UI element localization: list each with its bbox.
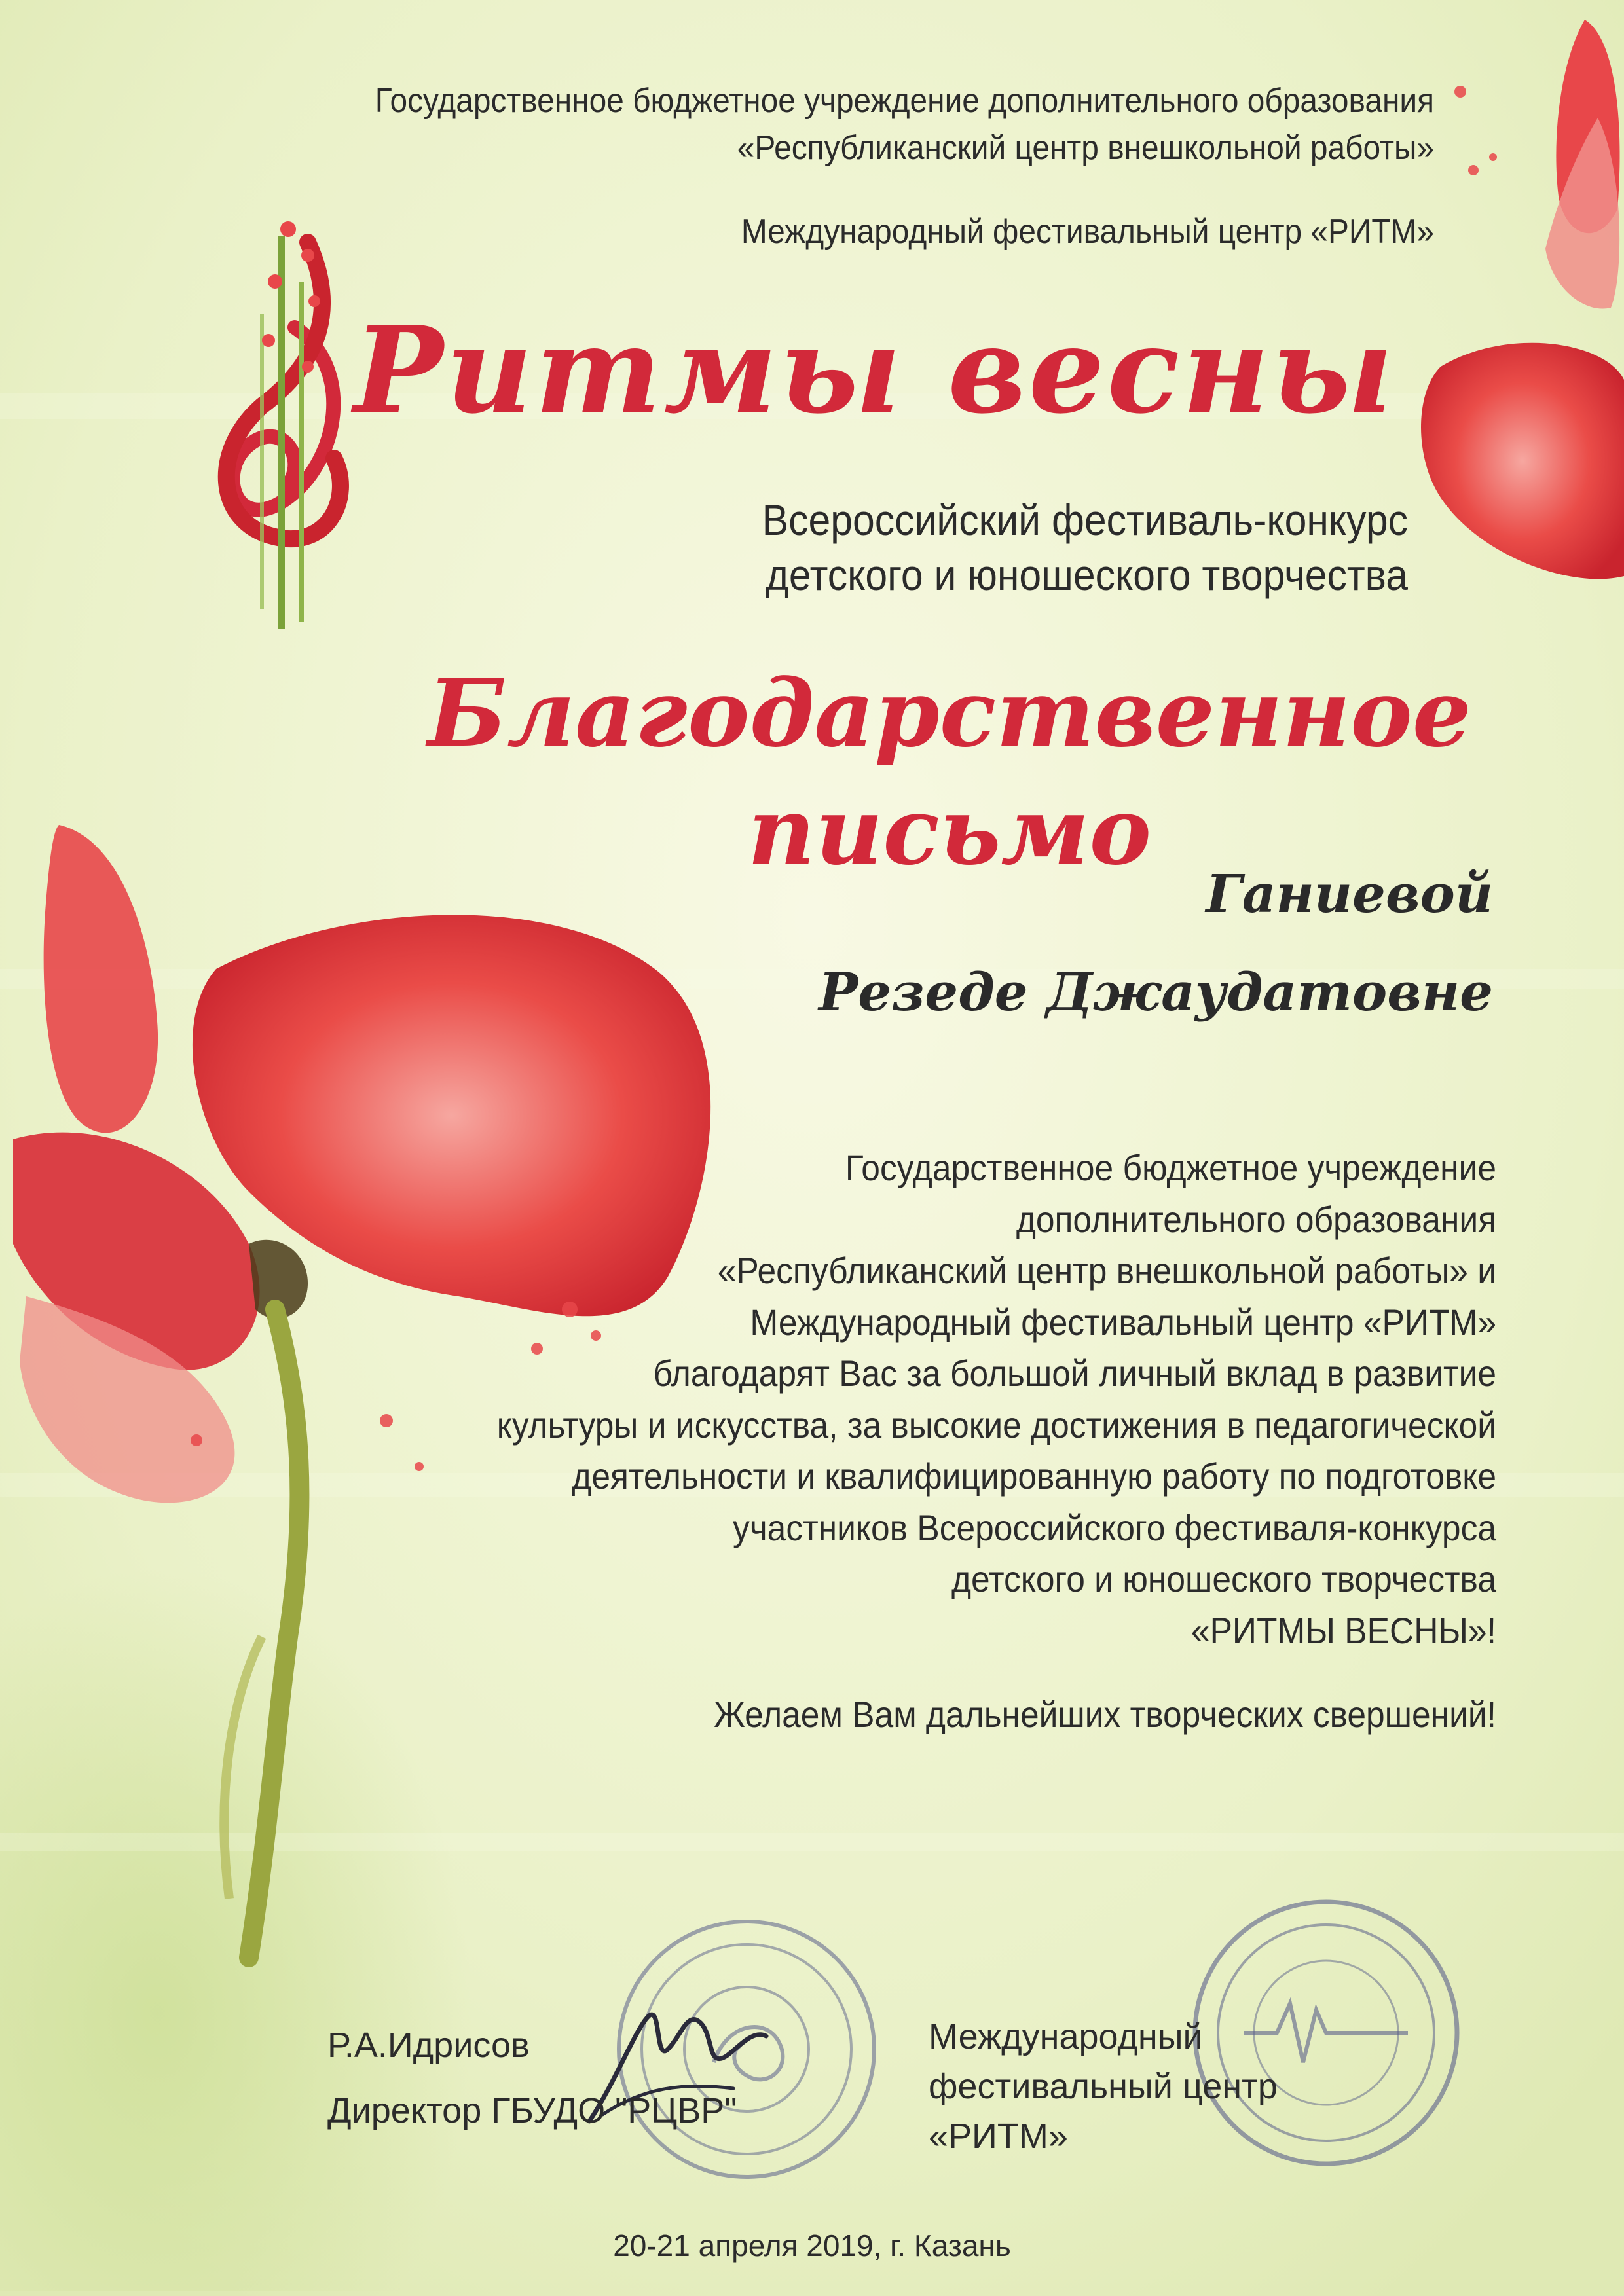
festival-subtitle-line-2: детского и юношеского творчества (766, 551, 1408, 599)
body-line: участников Всероссийского фестиваля-конкурса (733, 1506, 1496, 1548)
organization-line-2: «Республиканский центр внешкольной работы» (737, 129, 1434, 167)
signer-name: Р.А.Идрисов (327, 2026, 530, 2065)
body-line: «Республиканский центр внешкольной работы» и (717, 1250, 1496, 1291)
body-line: «РИТМЫ ВЕСНЫ»! (1190, 1609, 1496, 1651)
center-signature-line-2: фестивальный центр (929, 2067, 1278, 2106)
body-line: культуры и искусства, за высокие достижения в педагогической (496, 1404, 1496, 1446)
signer-title: Директор ГБУДО "РЦВР" (327, 2091, 737, 2130)
center-signature-line-3: «РИТМ» (929, 2117, 1068, 2156)
center-signature-block (929, 2012, 1387, 2161)
festival-title: Ритмы весны (354, 300, 1396, 440)
body-line: благодарят Вас за большой личный вклад в развитие (653, 1353, 1497, 1394)
body-line: дополнительного образования (1016, 1198, 1496, 1240)
body-line: детского и юношеского творчества (951, 1558, 1496, 1599)
body-line: деятельности и квалифицированную работу по подготовке (572, 1455, 1496, 1497)
recipient-given-names: Резеде Джаудатовне (819, 961, 1493, 1023)
letter-body (412, 1142, 1496, 1656)
organization-line-1: Государственное бюджетное учреждение дополнительного образования (375, 82, 1434, 120)
organization-name (229, 77, 1434, 172)
body-line: Международный фестивальный центр «РИТМ» (750, 1301, 1496, 1343)
recipient-name (445, 845, 1493, 1041)
festival-subtitle-line-1: Всероссийский фестиваль-конкурс (762, 496, 1408, 544)
document-title: Благодарственное письмо (427, 659, 1472, 886)
recipient-surname: Ганиевой (1206, 863, 1493, 924)
date-and-place: 20-21 апреля 2019, г. Казань (613, 2229, 1011, 2263)
center-signature-line-1: Международный (929, 2017, 1203, 2056)
festival-subtitle (444, 492, 1408, 602)
festival-center-name: Международный фестивальный центр «РИТМ» (741, 213, 1434, 251)
body-line: Государственное бюджетное учреждение (845, 1147, 1496, 1188)
closing-wish: Желаем Вам дальнейших творческих свершений! (714, 1694, 1496, 1735)
